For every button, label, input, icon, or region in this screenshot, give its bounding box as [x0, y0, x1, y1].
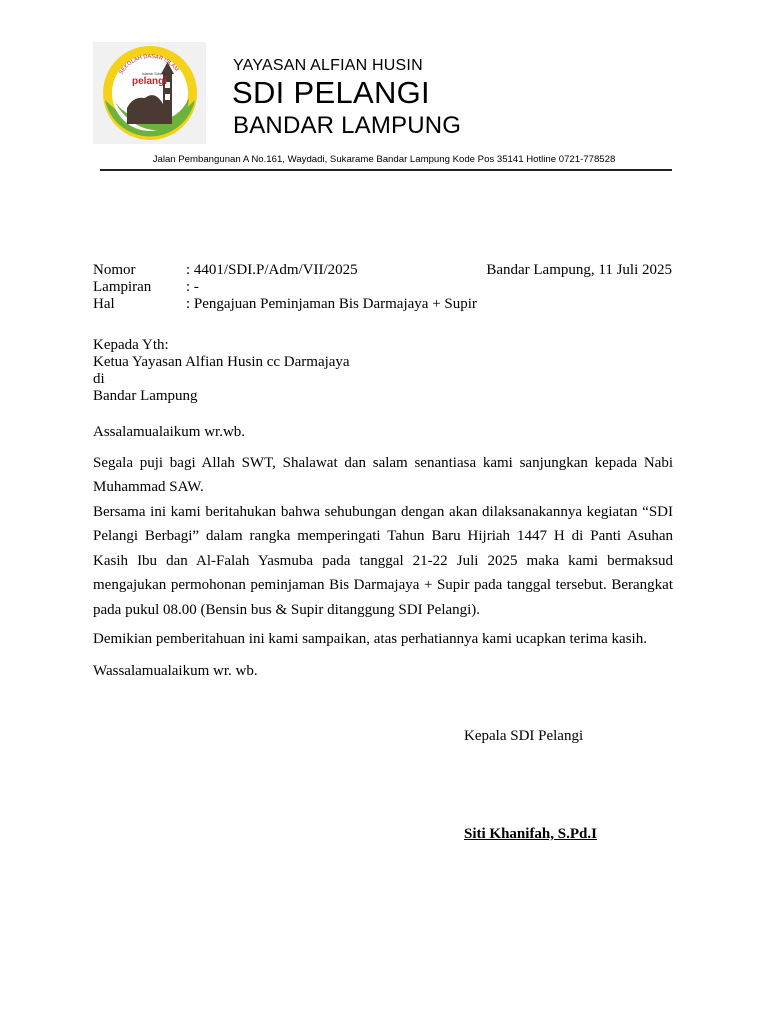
recipient-line-2: Ketua Yayasan Alfian Husin cc Darmajaya [93, 354, 350, 370]
recipient-line-1: Kepada Yth: [93, 337, 169, 353]
school-logo [93, 42, 206, 144]
letter-date: Bandar Lampung, 11 Juli 2025 [486, 262, 672, 278]
nomor-label: Nomor [93, 262, 136, 278]
body-paragraph-1: Segala puji bagi Allah SWT, Shalawat dan salam senantiasa kami sanjungkan kepada Nabi Muhammad SAW. [93, 455, 673, 496]
body-paragraph-3: Demikian pemberitahuan ini kami sampaikan, atas perhatiannya kami ucapkan terima kasih. [93, 631, 647, 647]
school-city: BANDAR LAMPUNG [233, 112, 462, 139]
hal-label: Hal [93, 296, 115, 312]
school-name: SDI PELANGI [232, 75, 430, 110]
hal-value: : Pengajuan Peminjaman Bis Darmajaya + Supir [186, 296, 477, 312]
logo-arc-text: SEKOLAH DASAR ISLAM [118, 53, 180, 76]
closing: Wassalamualaikum wr. wb. [93, 663, 258, 679]
school-address: Jalan Pembangunan A No.161, Waydadi, Sukarame Bandar Lampung Kode Pos 35141 Hotline 0721-778528 [152, 154, 616, 165]
recipient-line-3: di [93, 371, 105, 387]
nomor-value: : 4401/SDI.P/Adm/VII/2025 [186, 262, 358, 278]
signature-title: Kepala SDI Pelangi [464, 728, 584, 744]
lampiran-label: Lampiran [93, 279, 152, 295]
lampiran-value: : - [186, 279, 199, 295]
foundation-name: YAYASAN ALFIAN HUSIN [233, 57, 423, 74]
logo-brand-text: pelangi [132, 76, 168, 87]
body-paragraph-2: Bersama ini kami beritahukan bahwa sehubungan dengan akan dilaksanakannya kegiatan “SDI Pelangi Berbagi” dalam rangka memperingati Tahun Baru Hijriah 1447 H di Panti Asuhan Kasih Ibu dan Al-Falah Yasmuba pada tanggal 21-22 Juli 2025 maka kami bermaksud mengajukan permohonan peminjaman Bis Darmajaya + Supir pada tanggal tersebut. Berangkat pada pukul 08.00 (Bensin bus & Supir ditanggung SDI Pelangi). [93, 504, 673, 618]
signature-name: Siti Khanifah, S.Pd.I [464, 826, 597, 842]
greeting: Assalamualaikum wr.wb. [93, 424, 246, 440]
logo-small-text: Islamic School [142, 72, 166, 76]
letterhead-divider [100, 169, 672, 171]
recipient-line-4: Bandar Lampung [93, 388, 198, 404]
